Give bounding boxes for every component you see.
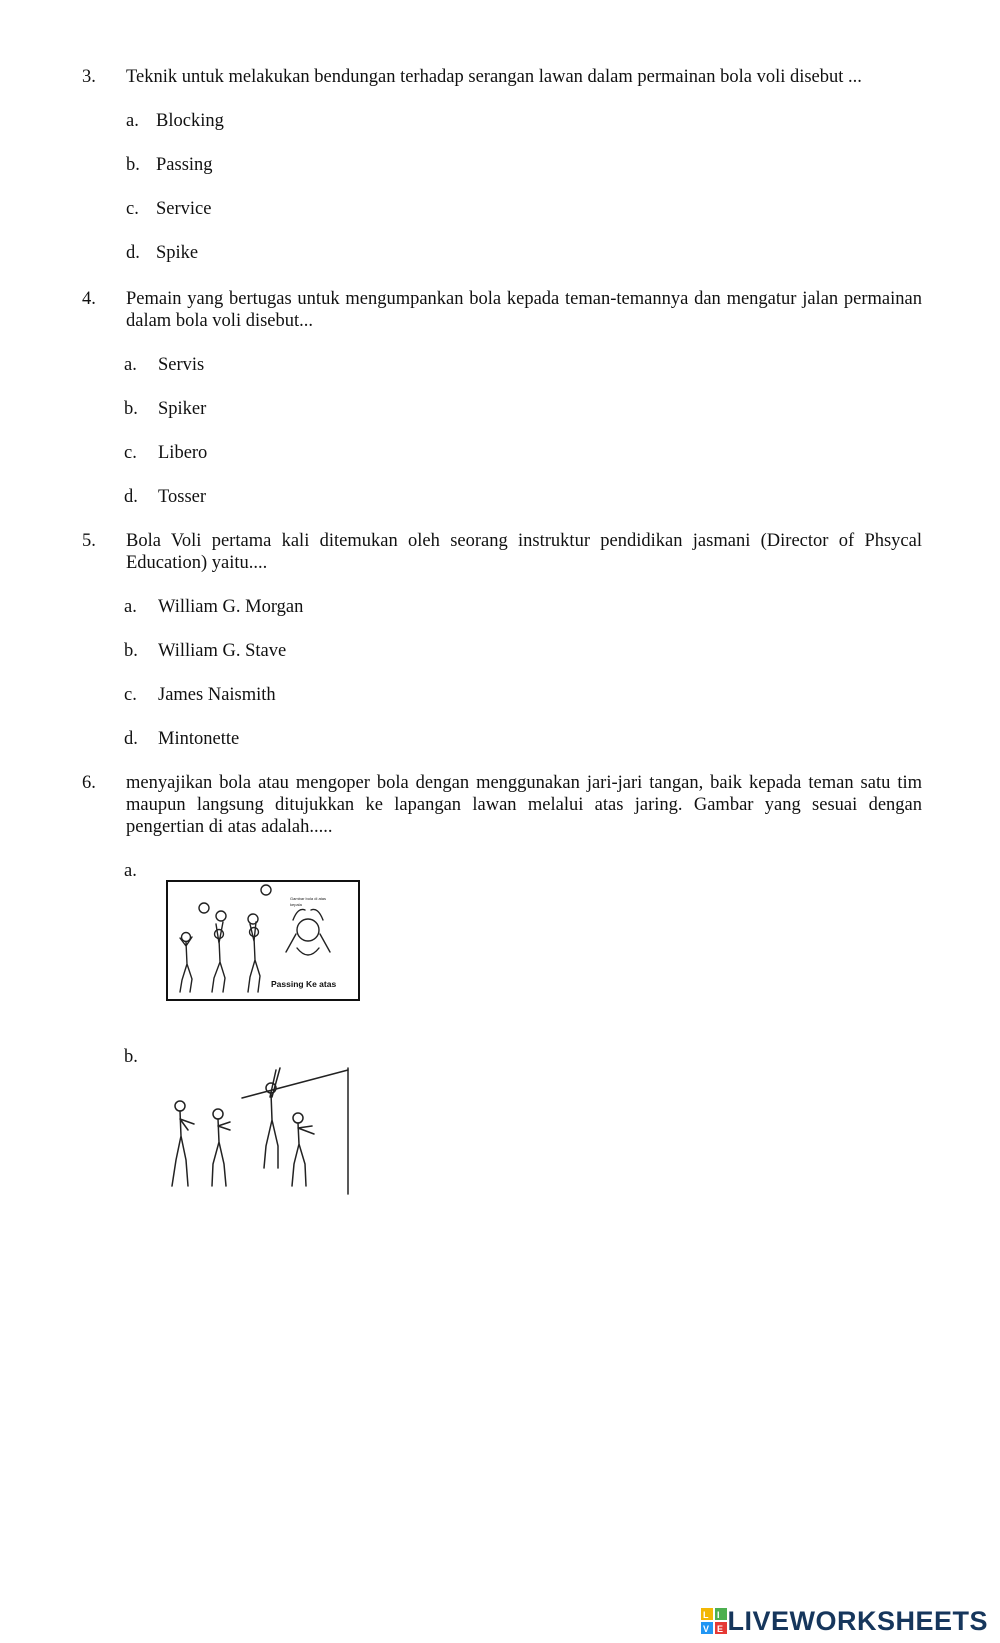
question-number: 5. <box>82 531 96 551</box>
option-text: Blocking <box>156 111 224 131</box>
volleyball-passing-illustration <box>168 882 358 999</box>
svg-text:L: L <box>703 1610 709 1620</box>
option-letter: b. <box>124 1047 138 1067</box>
option-letter: d. <box>124 487 138 507</box>
question-5 <box>82 530 922 574</box>
question-6 <box>82 772 922 838</box>
figure-blocking[interactable] <box>166 1064 356 1198</box>
option-3a[interactable] <box>126 110 224 132</box>
svg-text:Gambar bola di atas: Gambar bola di atas <box>290 896 327 901</box>
option-letter: a. <box>124 355 137 375</box>
question-number: 4. <box>82 289 96 309</box>
option-letter: a. <box>126 111 139 131</box>
liveworksheets-logo <box>701 1605 988 1637</box>
option-4d[interactable] <box>124 486 206 508</box>
option-text: Service <box>156 199 212 219</box>
option-text: James Naismith <box>158 685 276 705</box>
option-5d[interactable] <box>124 728 239 750</box>
option-letter: d. <box>124 729 138 749</box>
liveworksheets-logo-icon <box>701 1608 727 1634</box>
option-text: Libero <box>158 443 208 463</box>
option-3b[interactable] <box>126 154 213 176</box>
option-5a[interactable] <box>124 596 303 618</box>
svg-text:V: V <box>703 1624 710 1634</box>
option-text: William G. Stave <box>158 641 287 661</box>
option-text: William G. Morgan <box>158 597 304 617</box>
option-6b[interactable] <box>124 1046 138 1068</box>
question-text: Pemain yang bertugas untuk mengumpankan bola kepada teman-temannya dan mengatur jalan permainan dalam bola voli disebut... <box>126 289 922 331</box>
option-text: Mintonette <box>158 729 240 749</box>
question-number: 3. <box>82 67 96 87</box>
question-number: 6. <box>82 773 96 793</box>
question-text: menyajikan bola atau mengoper bola dengan menggunakan jari-jari tangan, baik kepada teman satu tim maupun langsung ditujukkan ke lapangan lawan melalui atas jaring. Gambar yang sesuai dengan pengertian di atas adalah..... <box>126 773 922 837</box>
option-4a[interactable] <box>124 354 204 376</box>
option-3c[interactable] <box>126 198 211 220</box>
question-4 <box>82 288 922 332</box>
option-text: Spike <box>156 243 199 263</box>
option-letter: a. <box>124 597 137 617</box>
option-text: Servis <box>158 355 205 375</box>
volleyball-blocking-illustration <box>166 1064 356 1198</box>
question-text: Teknik untuk melakukan bendungan terhadap serangan lawan dalam permainan bola voli disebut ... <box>126 67 862 87</box>
question-text: Bola Voli pertama kali ditemukan oleh seorang instruktur pendidikan jasmani (Director of Phsycal Education) yaitu.... <box>126 531 922 573</box>
option-6a[interactable] <box>124 860 137 882</box>
option-letter: b. <box>124 399 138 419</box>
option-letter: c. <box>124 685 137 705</box>
svg-text:E: E <box>717 1624 724 1634</box>
option-letter: d. <box>126 243 140 263</box>
option-3d[interactable] <box>126 242 198 264</box>
option-5b[interactable] <box>124 640 286 662</box>
option-5c[interactable] <box>124 684 276 706</box>
option-text: Passing <box>156 155 213 175</box>
figure-overhead-passing[interactable] <box>166 880 360 1001</box>
option-4c[interactable] <box>124 442 207 464</box>
option-letter: b. <box>124 641 138 661</box>
option-text: Tosser <box>158 487 207 507</box>
option-letter: c. <box>124 443 137 463</box>
option-letter: c. <box>126 199 139 219</box>
question-3 <box>82 66 922 88</box>
option-text: Spiker <box>158 399 207 419</box>
figure-caption: Passing Ke atas <box>271 979 337 989</box>
brand-name: LIVEWORKSHEETS <box>727 1605 988 1636</box>
svg-text:I: I <box>717 1610 720 1620</box>
svg-text:kepala: kepala <box>290 902 302 907</box>
option-letter: a. <box>124 861 137 881</box>
option-4b[interactable] <box>124 398 206 420</box>
option-letter: b. <box>126 155 140 175</box>
